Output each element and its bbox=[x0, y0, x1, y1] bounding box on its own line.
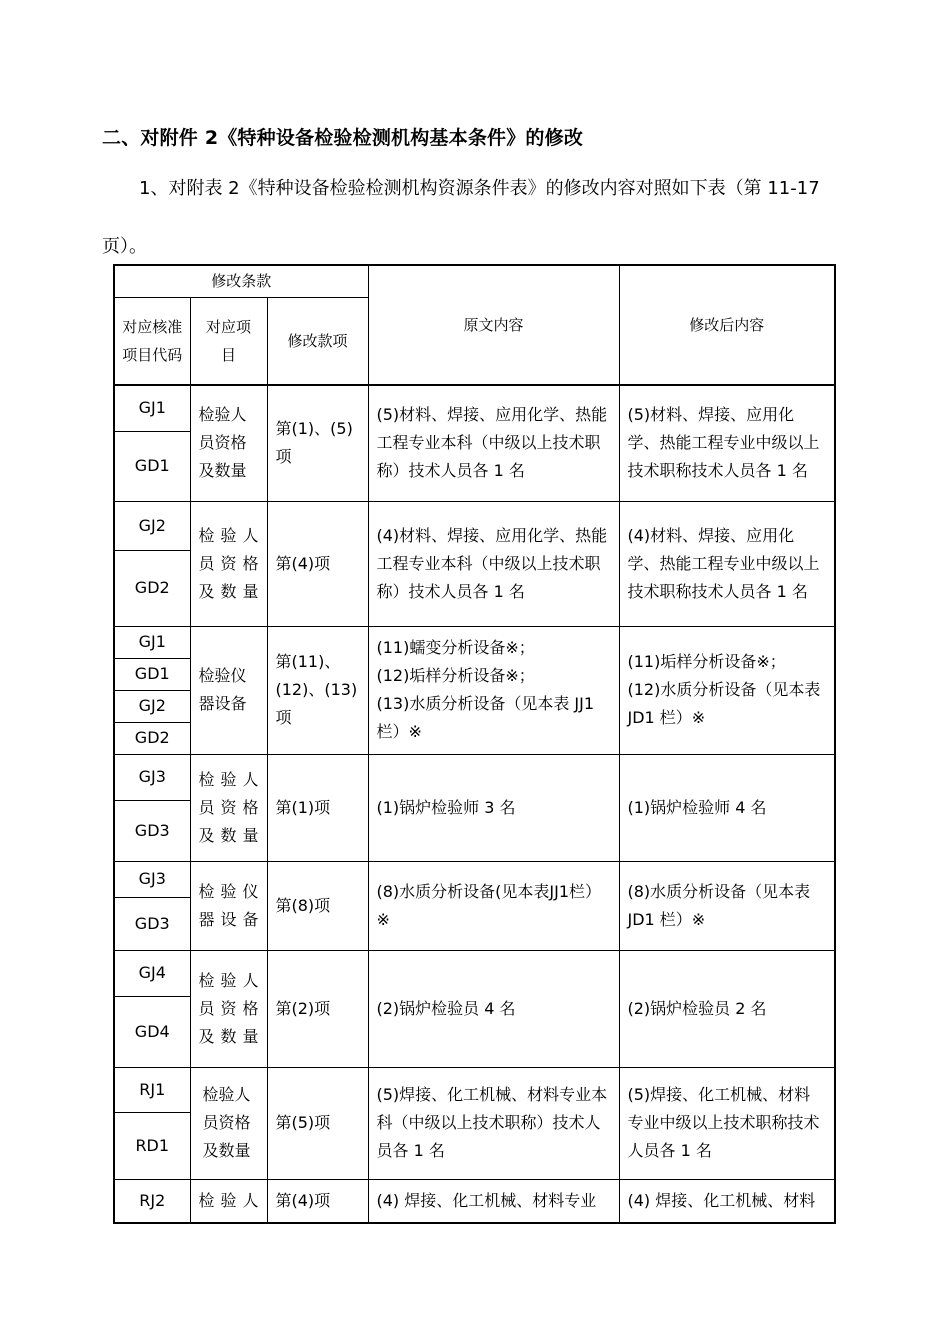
header-original: 原文内容 bbox=[368, 265, 619, 385]
original-cell: (4) 焊接、化工机械、材料专业 bbox=[368, 1179, 619, 1223]
code-cell: GD1 bbox=[114, 431, 190, 501]
revised-cell: (4) 焊接、化工机械、材料 bbox=[619, 1179, 835, 1223]
revised-cell: (1)锅炉检验师 4 名 bbox=[619, 754, 835, 861]
intro-paragraph: 1、对附表 2《特种设备检验检测机构资源条件表》的修改内容对照如下表（第 11-17 页）。 bbox=[102, 178, 820, 257]
item-cell: 检验人员资格及数量 bbox=[190, 385, 267, 501]
revised-cell: (8)水质分析设备（见本表 JD1 栏）※ bbox=[619, 861, 835, 950]
header-revised: 修改后内容 bbox=[619, 265, 835, 385]
clause-cell: 第(2)项 bbox=[267, 950, 368, 1067]
header-clause: 修改款项 bbox=[267, 297, 368, 385]
clause-cell: 第(1)项 bbox=[267, 754, 368, 861]
clause-cell: 第(4)项 bbox=[267, 1179, 368, 1223]
item-cell: 检验人员资格及数量 bbox=[190, 950, 267, 1067]
code-cell: GJ3 bbox=[114, 754, 190, 800]
header-item: 对应项目 bbox=[190, 297, 267, 385]
code-cell: GJ2 bbox=[114, 690, 190, 722]
item-cell: 检验人员资格及数量 bbox=[190, 754, 267, 861]
header-group: 修改条款 bbox=[114, 265, 368, 297]
item-cell: 检验仪器设备 bbox=[190, 861, 267, 950]
code-cell: RJ2 bbox=[114, 1179, 190, 1223]
header-code: 对应核准项目代码 bbox=[114, 297, 190, 385]
original-cell: (1)锅炉检验师 3 名 bbox=[368, 754, 619, 861]
code-cell: GJ1 bbox=[114, 385, 190, 431]
code-cell: GJ1 bbox=[114, 626, 190, 658]
revised-cell: (5)焊接、化工机械、材料专业中级以上技术职称技术人员各 1 名 bbox=[619, 1067, 835, 1179]
code-cell: GD1 bbox=[114, 658, 190, 690]
section-heading: 二、对附件 2《特种设备检验检测机构基本条件》的修改 bbox=[102, 127, 584, 149]
original-cell: (2)锅炉检验员 4 名 bbox=[368, 950, 619, 1067]
revised-cell: (2)锅炉检验员 2 名 bbox=[619, 950, 835, 1067]
revision-table bbox=[113, 264, 836, 1224]
item-cell: 检验仪器设备 bbox=[190, 626, 267, 754]
code-cell: RD1 bbox=[114, 1112, 190, 1179]
code-cell: GJ4 bbox=[114, 950, 190, 996]
code-cell: GD3 bbox=[114, 800, 190, 861]
clause-cell: 第(11)、(12)、(13)项 bbox=[267, 626, 368, 754]
clause-cell: 第(8)项 bbox=[267, 861, 368, 950]
clause-cell: 第(1)、(5)项 bbox=[267, 385, 368, 501]
code-cell: GD4 bbox=[114, 996, 190, 1067]
code-cell: GJ2 bbox=[114, 501, 190, 550]
original-cell: (8)水质分析设备(见本表JJ1栏）※ bbox=[368, 861, 619, 950]
original-cell: (4)材料、焊接、应用化学、热能工程专业本科（中级以上技术职称）技术人员各 1 名 bbox=[368, 501, 619, 626]
clause-cell: 第(5)项 bbox=[267, 1067, 368, 1179]
code-cell: RJ1 bbox=[114, 1067, 190, 1112]
revised-cell: (5)材料、焊接、应用化学、热能工程专业中级以上技术职称技术人员各 1 名 bbox=[619, 385, 835, 501]
item-cell: 检验人 bbox=[190, 1179, 267, 1223]
clause-cell: 第(4)项 bbox=[267, 501, 368, 626]
revised-cell: (4)材料、焊接、应用化学、热能工程专业中级以上技术职称技术人员各 1 名 bbox=[619, 501, 835, 626]
original-cell: (5)材料、焊接、应用化学、热能工程专业本科（中级以上技术职称）技术人员各 1 名 bbox=[368, 385, 619, 501]
code-cell: GD2 bbox=[114, 722, 190, 754]
revised-cell: (11)垢样分析设备※； (12)水质分析设备（见本表 JD1 栏）※ bbox=[619, 626, 835, 754]
item-cell: 检验人员资格及数量 bbox=[190, 1067, 267, 1179]
code-cell: GJ3 bbox=[114, 861, 190, 897]
original-cell: (5)焊接、化工机械、材料专业本科（中级以上技术职称）技术人员各 1 名 bbox=[368, 1067, 619, 1179]
item-cell: 检验人员资格及数量 bbox=[190, 501, 267, 626]
code-cell: GD2 bbox=[114, 550, 190, 626]
code-cell: GD3 bbox=[114, 897, 190, 950]
original-cell: (11)蠕变分析设备※； (12)垢样分析设备※； (13)水质分析设备（见本表 JJ1 栏）※ bbox=[368, 626, 619, 754]
